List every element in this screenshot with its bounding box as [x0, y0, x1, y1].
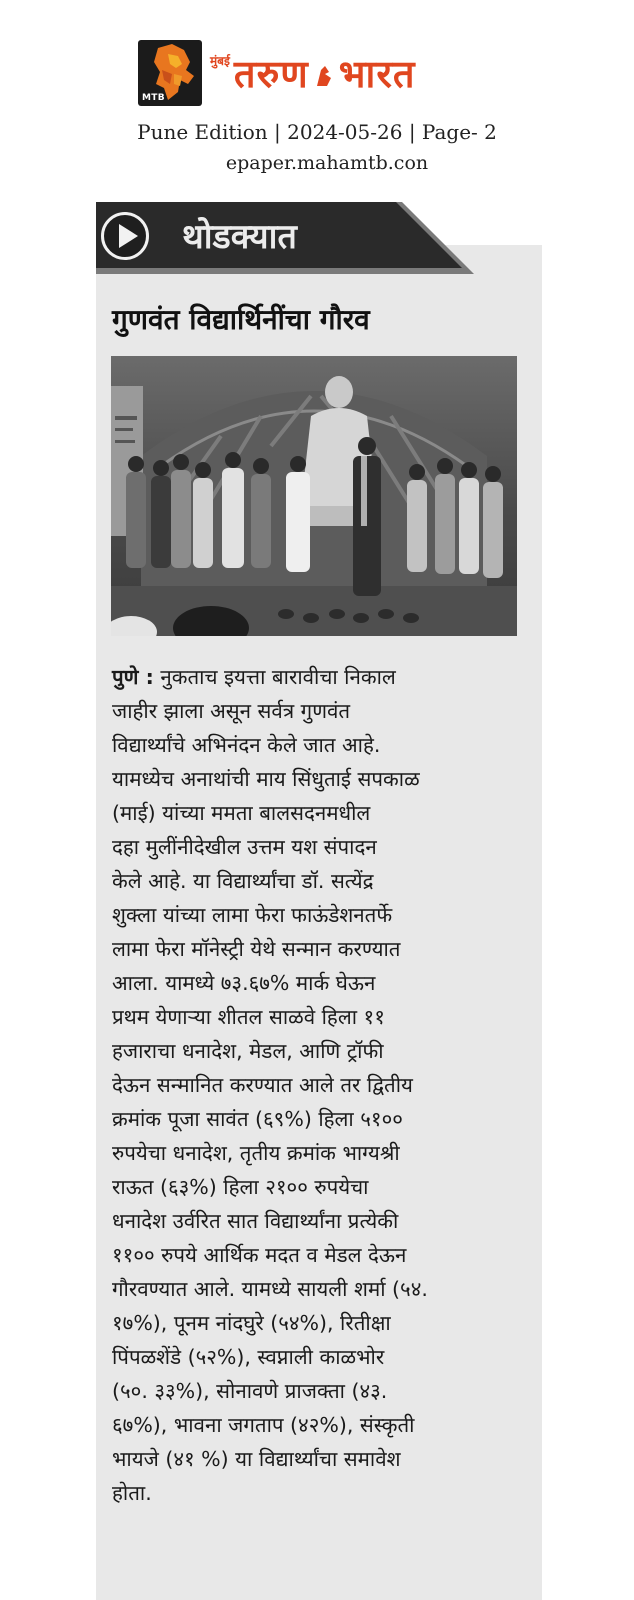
body-line: केले आहे. या विद्यार्थ्यांचा डॉ. सत्येंद्र [112, 869, 374, 893]
body-line: देऊन सन्मानित करण्यात आले तर द्वितीय [112, 1073, 413, 1097]
body-line: (माई) यांच्या ममता बालसदनमधील [112, 801, 371, 825]
article-headline: गुणवंत विद्यार्थिनींचा गौरव [112, 303, 370, 336]
body-line: भायजे (४१ %) या विद्यार्थ्यांचा समावेश [112, 1447, 401, 1471]
body-line: शुक्ला यांच्या लामा फेरा फाऊंडेशनतर्फे [112, 903, 393, 927]
brand-name-left: तरुण [233, 52, 309, 96]
section-label: थोडक्यात [182, 217, 297, 257]
logo-text: MTB [142, 93, 165, 103]
body-line: होता. [112, 1481, 152, 1505]
body-line: ११०० रुपये आर्थिक मदत व मेडल देऊन [112, 1243, 407, 1267]
body-line: रुपयेचा धनादेश, तृतीय क्रमांक भाग्यश्री [112, 1141, 400, 1165]
masthead [0, 40, 634, 110]
body-line: १७%), पूनम नांदघुरे (५४%), रितीक्षा [112, 1311, 391, 1335]
epaper-url: epaper.mahamtb.con [225, 152, 429, 174]
play-icon [101, 212, 149, 260]
body-line: क्रमांक पूजा सावंत (६९%) हिला ५१०० [112, 1107, 403, 1131]
body-line: पिंपळशेंडे (५२%), स्वप्नाली काळभोर [112, 1345, 385, 1369]
body-line: प्रथम येणाऱ्या शीतल साळवे हिला ११ [112, 1005, 385, 1029]
body-line: आला. यामध्ये ७३.६७% मार्क घेऊन [112, 971, 376, 995]
body-line: दहा मुलींनीदेखील उत्तम यश संपादन [112, 835, 377, 859]
body-line-0 [112, 660, 532, 694]
article-body [112, 660, 532, 1510]
brand-city: मुंबई [210, 54, 230, 68]
newspaper-title [210, 46, 416, 98]
body-line: विद्यार्थ्यांचे अभिनंदन केले जात आहे. [112, 733, 381, 757]
article-photo [111, 356, 517, 636]
group-photo-icon [111, 356, 517, 636]
body-line: जाहीर झाला असून सर्वत्र गुणवंत [112, 699, 351, 723]
dateline: पुणे : [112, 665, 154, 689]
brand-emblem-icon [313, 64, 335, 90]
edition-line: Pune Edition | 2024-05-26 | Page- 2 [137, 120, 497, 144]
body-line: गौरवण्यात आले. यामध्ये सायली शर्मा (५४. [112, 1277, 428, 1301]
body-line: (५०. ३३%), सोनावणे प्राजक्ता (४३. [112, 1379, 388, 1403]
body-line: राऊत (६३%) हिला २१०० रुपयेचा [112, 1175, 369, 1199]
body-line-text: नुकताच इयत्ता बारावीचा निकाल [153, 665, 396, 689]
body-line: धनादेश उर्वरित सात विद्यार्थ्यांना प्रत्येकी [112, 1209, 399, 1233]
section-banner [96, 202, 474, 274]
body-line: यामध्येच अनाथांची माय सिंधुताई सपकाळ [112, 767, 420, 791]
body-line: हजाराचा धनादेश, मेडल, आणि ट्रॉफी [112, 1039, 384, 1063]
body-line: लामा फेरा मॉनेस्ट्री येथे सन्मान करण्यात [112, 937, 401, 961]
brand-name-right: भारत [338, 52, 416, 96]
mtb-logo [138, 40, 202, 106]
body-line: ६७%), भावना जगताप (४२%), संस्कृती [112, 1413, 415, 1437]
